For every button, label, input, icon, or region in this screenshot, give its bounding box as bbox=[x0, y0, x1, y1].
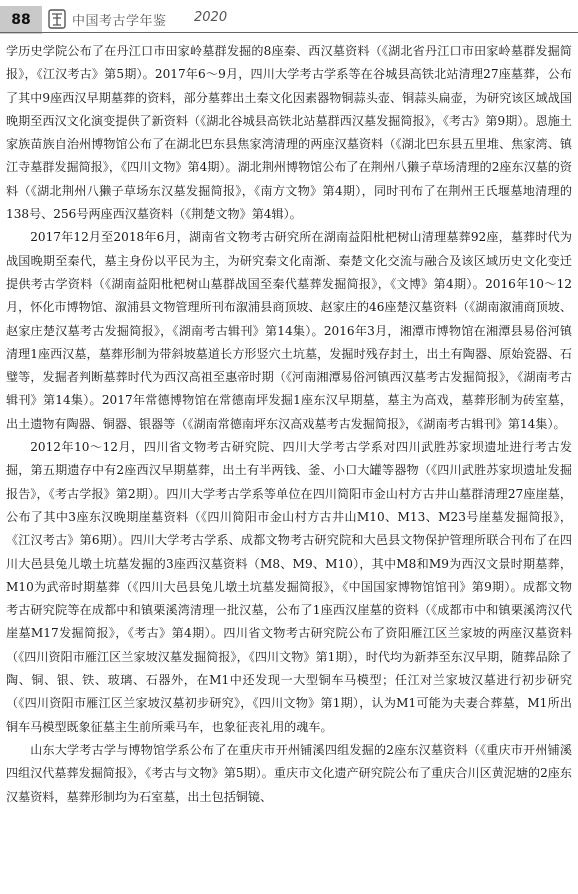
paragraph: 2017年12月至2018年6月，湖南省文物考古研究所在湖南益阳枇杷树山清理墓葬92座，墓葬时代为战国晚期至秦代，墓主身份以平民为主，为研究秦文化南渐、秦楚文化交流与融合及该区域历史文化变迁提供考古学资料（《湖南益阳枇杷树山墓群战国至秦代墓葬发掘简报》，《文博》第4期）。2016年10～12月，怀化市博物馆、溆浦县文物管理所刊布溆浦县商顶坡、赵家庄的46座楚汉墓资料（《湖南溆浦商顶坡、赵家庄楚汉墓考古发掘简报》，《湖南考古辑刊》第14集）。2016年3月，湘潭市博物馆在湘潭县易俗河镇清理1座西汉墓，墓葬形制为带斜坡墓道长方形竖穴土坑墓，发掘时残存封土，出土有陶器、原始瓷器、石璧等，发掘者判断墓葬时代为西汉高祖至惠帝时期（《河南湘潭易俗河镇西汉墓考古发掘简报》，《湖南考古辑刊》第14集）。2017年常德博物馆在常德南坪发掘1座东汉早期墓，墓主为高戏，墓葬形制为砖室墓，出土遗物有陶器、铜器、银器等（《湖南常德南坪东汉高戏墓考古发掘简报》，《湖南考古辑刊》第14集）。 bbox=[6, 230, 572, 431]
book-year: 2020 bbox=[194, 10, 228, 25]
paragraph: 学历史学院公布了在丹江口市田家岭墓群发掘的8座秦、西汉墓资料（《湖北省丹江口市田家岭墓群发掘简报》，《江汉考古》第5期）。2017年6～9月，四川大学考古学系等在谷城县高铁北站清理27座墓葬，公布了其中9座西汉早期墓葬的资料，部分墓葬出土秦文化因素器物铜蒜头壶、铜蒜头扁壶，为研究该区域战国晚期至西汉文化演变提供了新资料（《湖北谷城县高铁北站墓群西汉墓发掘简报》，《考古》第9期）。恩施土家族苗族自治州博物馆公布了在湖北巴东县焦家湾清理的两座汉墓资料（《湖北巴东县五里堆、焦家湾、镇江寺墓群发掘简报》，《四川文物》第4期）。湖北荆州博物馆公布了在荆州八獭子草场清理的2座东汉墓的资料（《湖北荆州八獭子草场东汉墓发掘简报》，《南方文物》第4期），同时刊布了在荆州王氏堰墓地清理的138号、256号两座西汉墓资料（《荆楚文物》第4辑）。 bbox=[6, 44, 572, 222]
page-number: 88 bbox=[0, 6, 42, 34]
book-title: 中国考古学年鉴 bbox=[72, 14, 167, 29]
paragraph: 2012年10～12月，四川省文物考古研究院、四川大学考古学系对四川武胜苏家坝遗址进行考古发掘，第五期遗存中有2座西汉早期墓葬，出土有半两钱、釜、小口大罐等器物（《四川武胜苏家坝遗址发掘报告》，《考古学报》第2期）。四川大学考古学系等单位在四川简阳市金山村方古井山墓群清理27座崖墓，公布了其中3座东汉晚期崖墓资料（《四川简阳市金山村方古井山M10、M13、M23号崖墓发掘简报》，《江汉考古》第6期）。四川大学考古学系、成都文物考古研究院和大邑县文物保护管理所联合刊布了在四川大邑县兔儿墩土坑墓发掘的3座西汉墓资料（M8、M9、M10），其中M8和M9为西汉文景时期墓葬，M10为武帝时期墓葬（《四川大邑县兔儿墩土坑墓发掘简报》，《中国国家博物馆馆刊》第9期）。成都文物考古研究院等在成都中和镇栗溪湾清理一批汉墓，公布了1座西汉崖墓的资料（《成都市中和镇栗溪湾汉代崖墓M17发掘简报》，《考古》第4期）。四川省文物考古研究院公布了资阳雁江区兰家坡的两座汉墓资料（《四川资阳市雁江区兰家坡汉墓发掘简报》，《四川文物》第1期），时代均为新莽至东汉早期，随葬品除了陶、铜、银、铁、玻璃、石器外，在M1中还发现一大型铜车马模型；任江对兰家坡汉墓进行初步研究（《四川资阳市雁江区兰家坡汉墓初步研究》，《四川文物》第1期），认为M1可能为夫妻合葬墓，M1所出铜车马模型既象征墓主生前所乘马车，也象征丧礼用的魂车。 bbox=[6, 440, 572, 734]
yearbook-logo-icon bbox=[48, 9, 66, 29]
paragraph: 山东大学考古学与博物馆学系公布了在重庆市开州铺溪四组发掘的2座东汉墓资料（《重庆市开州铺溪四组汉代墓葬发掘简报》，《考古与文物》第5期）。重庆市文化遗产研究院公布了重庆合川区黄泥塘的2座东汉墓资料，墓葬形制均为石室墓，出土包括铜镜、 bbox=[6, 742, 572, 804]
header-rule bbox=[0, 32, 578, 33]
body-text bbox=[6, 40, 572, 809]
